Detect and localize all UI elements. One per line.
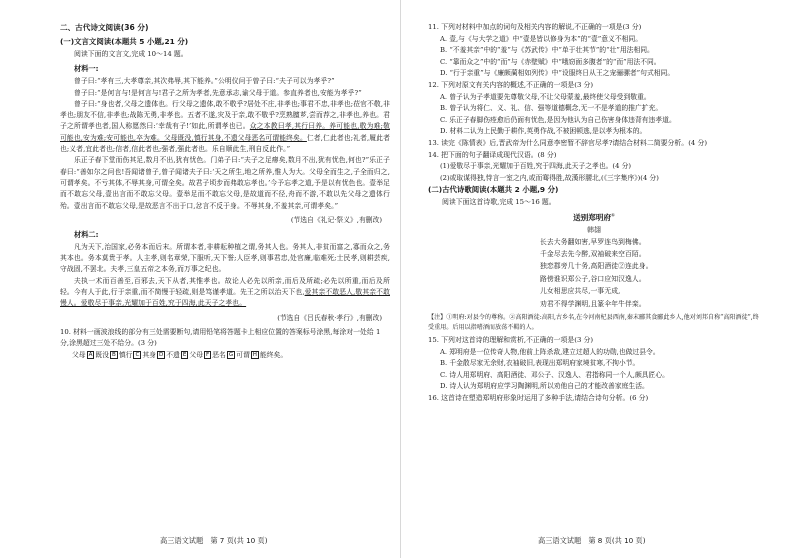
material-one-paragraph-3 bbox=[60, 99, 390, 155]
question-12-option-b[interactable]: B. 曾子认为将仁、义、礼、信、强等道德概念,无一不是孝道的推广扩充。 bbox=[440, 104, 663, 113]
poem-line: 儿女相思应共尽,一事无成, bbox=[540, 287, 621, 296]
sentence-fragment: 父母 bbox=[189, 350, 203, 359]
question-12-option-a[interactable]: A. 曾子认为子孝道要先尊敬父母,不让父母蒙羞,最终使父母受到敬重。 bbox=[440, 92, 651, 101]
question-14: 14. 把下面的句子翻译成现代汉语。(8 分) bbox=[428, 150, 557, 159]
sentence-fragment: 能终矣。 bbox=[259, 350, 288, 359]
wavy-underlined-passage: 众之本教曰孝,其行曰养。养可能也,敬为难;敬可能也,安为难;安可能也,卒为难。父母既没,慎行其身,不遗父母恶名可谓能终矣。 bbox=[60, 122, 390, 142]
material-one-text-cont: 仁者,仁此者也;礼者,履此者也;义者,宜此者也;信者,信此者也;强者,强此者也。乐自顺此生,刑自反此作。” bbox=[60, 133, 390, 154]
sentence-fragment: 不遗 bbox=[166, 350, 180, 359]
break-option-d[interactable]: D bbox=[158, 351, 164, 358]
material-one-paragraph-4: 乐正子春下堂而伤其足,数月不出,犹有忧色。门弟子曰:“夫子之足瘳矣,数月不出,犹有忧色,何也?”乐正子春曰:“善如尔之问也!吾闻诸曾子,曾子闻诸夫子曰:‘天之所生,地之所养,惟人为大。父母全而生之,子全而归之,可谓孝矣。不亏其体,不辱其身,可谓全矣。故君子顷步而弗敢忘孝也。’今予忘孝之道,予是以有忧色也。壹举足而不敢忘父母,壹出言而不敢忘父母。壹举足而不敢忘父母,是故道而不径,舟而不游,不敢以先父母之遗体行殆。壹出言而不敢忘父母,是故恶言不出于口,忿言不反于身。不辱其身,不羞其亲,可谓孝矣。” bbox=[60, 156, 390, 210]
sentence-fragment: 可谓 bbox=[236, 350, 250, 359]
material-one-text: 曾子曰:“身也者,父母之遗体也。行父母之遗体,敢不敬乎?居处不庄,非孝也;事君不忠,非孝也;莅官不敬,非孝也;朋友不信,非孝也;战陈无勇,非孝也。五者不遂,灾及于亲,敢不敬乎?烹熟膻芗,尝而荐之,非孝也,养也。君子之所谓孝也者,国人称愿然曰:‘幸哉有子!’如此,所谓孝也已。 bbox=[60, 99, 390, 131]
material-two-paragraph-2 bbox=[60, 276, 390, 310]
material-two-source: (节选自《吕氏春秋·孝行》,有删改) bbox=[277, 313, 382, 322]
subsection-title-poetry: (二)古代诗歌阅读(本题共 2 小题,9 分) bbox=[428, 185, 559, 195]
sentence-fragment: 其身 bbox=[142, 350, 156, 359]
break-option-b[interactable]: B bbox=[112, 351, 116, 358]
question-13: 13. 读完《陈情表》后,晋武帝为什么同意李密暂不辞官尽孝?请结合材料二简要分析。(4 分) bbox=[428, 138, 708, 147]
poetry-intro: 阅读下面这首诗歌,完成 15～16 题。 bbox=[442, 198, 556, 207]
material-one-paragraph-1: 曾子曰:“孝有三,大孝尊亲,其次弗辱,其下能养。”公明仪问于曾子曰:“夫子可以为孝乎?” bbox=[74, 77, 335, 86]
question-11-option-b[interactable]: B. “不羞其亲”中的“羞”与《苏武传》中“单于壮其节”的“壮”用法相同。 bbox=[440, 46, 654, 55]
question-16: 16. 这首诗在塑造郑明府形象时运用了多种手法,请结合诗句分析。(6 分) bbox=[428, 394, 649, 403]
question-15-option-d[interactable]: D. 诗人认为郑明府应学习陶渊明,所以劝他自己的才能改善家庭生活。 bbox=[440, 382, 649, 391]
material-one-label: 材料一: bbox=[74, 64, 99, 74]
question-15-option-a[interactable]: A. 郑明府是一位传奇人物,他前上阵杀敌,建立过超人的功勋,也做过县令。 bbox=[440, 347, 660, 356]
poem-annotation: 【注】①明府:对县令的尊称。②高阳酒徒:高阳,古乡名,在今河南杞县西南,秦末郦其食郦此乡人,他对刘邦自称“高阳酒徒”,终受重用。后用以指嗜酒而放荡不羁的人。 bbox=[428, 314, 759, 332]
poem-title-footnote-mark: ① bbox=[611, 213, 615, 219]
poem-title-text: 送别郑明府 bbox=[573, 212, 612, 222]
break-option-f[interactable]: F bbox=[206, 351, 210, 358]
underlined-sentence: 爱其亲不敢恶人,敬其亲不敢慢人。爱敬尽于事亲,光耀加于百姓,究于四海,此天子之孝也。 bbox=[60, 288, 390, 308]
question-11-option-d[interactable]: D. “行于亲重”与《廉颇蔺相如列传》中“设服终日从王之宠骊骡者”句式相同。 bbox=[440, 69, 675, 78]
question-15: 15. 下列对这首诗的理解和赏析,不正确的一项是(3 分) bbox=[428, 336, 594, 345]
question-11: 11. 下列对材料中加点的词句及相关内容的解说,不正确的一项是(3 分) bbox=[428, 23, 642, 31]
section-title: 二、古代诗文阅读(36 分) bbox=[60, 23, 149, 32]
sentence-fragment: 父母 bbox=[72, 350, 86, 359]
reading-intro: 阅读下面的文言文,完成 10～14 题。 bbox=[74, 50, 188, 58]
material-one-source: (节选自《礼记·祭义》,有删改) bbox=[290, 215, 382, 224]
question-11-option-c[interactable]: C. “靠而众之”中的“而”与《赤壁赋》中“哦窃面多腹者”的“而”用法不同。 bbox=[440, 57, 661, 66]
sentence-fragment: 恶名 bbox=[212, 350, 226, 359]
poem-line: 劝君不得学渊明,且篆伞年牛伴栾。 bbox=[540, 299, 646, 308]
page-footer-right: 高三语文试题 第 8 页(共 10 页) bbox=[538, 536, 646, 545]
poem-line: 千金尽去先今醉,双袖破来空百陌。 bbox=[540, 250, 646, 259]
question-12: 12. 下列对原文有关内容的概述,不正确的一项是(3 分) bbox=[428, 80, 594, 89]
break-option-h[interactable]: H bbox=[252, 351, 257, 358]
material-two-label: 材料二: bbox=[74, 229, 99, 239]
break-option-g[interactable]: G bbox=[228, 351, 234, 358]
material-two-text: 夫执一术而百善至,百邪去,天下从者,其惟孝也。故论人必先以所亲,而后及所疏;必先以所重,而后及所轻。今有人于此,行于亲重,而不简慢于轻疏,则是笃谨孝道。先王之所以治天下也, bbox=[60, 276, 390, 297]
right-page bbox=[400, 0, 800, 558]
question-15-option-c[interactable]: C. 诗人用郑明府、高阳酒徒、邓公子、汉逸人、君指称同一个人,颇具匠心。 bbox=[440, 370, 669, 379]
sentence-fragment: 慎行 bbox=[118, 350, 133, 359]
break-option-e[interactable]: E bbox=[182, 351, 187, 358]
poem-line: 独恋郡旁几十务,高阳酒徒②连此身。 bbox=[540, 262, 653, 271]
poem-line: 长去大务翻如害,早罗连鸟到梅佛。 bbox=[540, 237, 646, 246]
question-15-option-b[interactable]: B. 千金散尽家无余财,衣袖破旧,表现出郑明府家境贫寒,不拘小节。 bbox=[440, 359, 640, 368]
poem-title bbox=[428, 212, 760, 223]
page-footer-left: 高三语文试题 第 7 页(共 10 页) bbox=[160, 536, 268, 545]
question-14-item-1: (1)爱敬尽于事亲,光耀加于百姓,究于四海,此天子之孝也。(4 分) bbox=[440, 162, 632, 171]
material-one-paragraph-2: 曾子曰:“是何言与!是何言与!君子之所为孝者,先意承志,谕父母于道。参直养者也,安能为孝乎?” bbox=[74, 88, 362, 97]
question-12-option-d[interactable]: D. 材料二认为上民勤于耕作,英勇作战,不被困顿逃,是以孝为根本的。 bbox=[440, 127, 647, 136]
break-option-a[interactable]: A bbox=[88, 351, 93, 358]
break-option-c[interactable]: C bbox=[135, 351, 140, 358]
question-10-sentence bbox=[72, 350, 390, 362]
material-two-paragraph-1: 凡为天下,治国家,必务本而后末。所谓本者,非耕耘种植之谓,务其人也。务其人,非贫而富之,寡而众之,务其本也。务本莫贵于孝。人主孝,则名章荣,下服听,天下誉;人臣孝,则事君忠,处官廉,临难死;士民孝,则耕芸疾,守战固,不罢北。夫孝,三皇五帝之本务,而万事之纪也。 bbox=[60, 242, 390, 274]
poem-line: 路傍谁识郑公子,谷口应知汉逸人。 bbox=[540, 274, 646, 283]
subsection-title-classical-prose: (一)文言文阅读(本题共 5 小题,21 分) bbox=[60, 37, 189, 46]
sentence-fragment: 既没 bbox=[95, 350, 110, 359]
question-12-option-c[interactable]: C. 乐正子春脚伤痊愈后仍面有忧色,是因为他认为自己伤害身体违背有违孝道。 bbox=[440, 115, 676, 124]
question-14-item-2: (2)或取谋得独,恃言一室之内,或而骞得胜,故漢形腰北,(《三字集序》)(4 分) bbox=[440, 173, 659, 182]
question-11-option-a[interactable]: A. 壹,与《与大学之道》中“壹是皆以修身为本”的“壹”意义不相同。 bbox=[440, 34, 643, 43]
question-10: 10. 材料一画波浪线的部分有三处需要断句,请用铅笔将答题卡上相应位置的答案标号涂黑,每涂对一处给 1 分,涂黑超过三处不给分。(3 分) bbox=[60, 327, 381, 348]
poem-author: 韩翃 bbox=[587, 225, 601, 234]
